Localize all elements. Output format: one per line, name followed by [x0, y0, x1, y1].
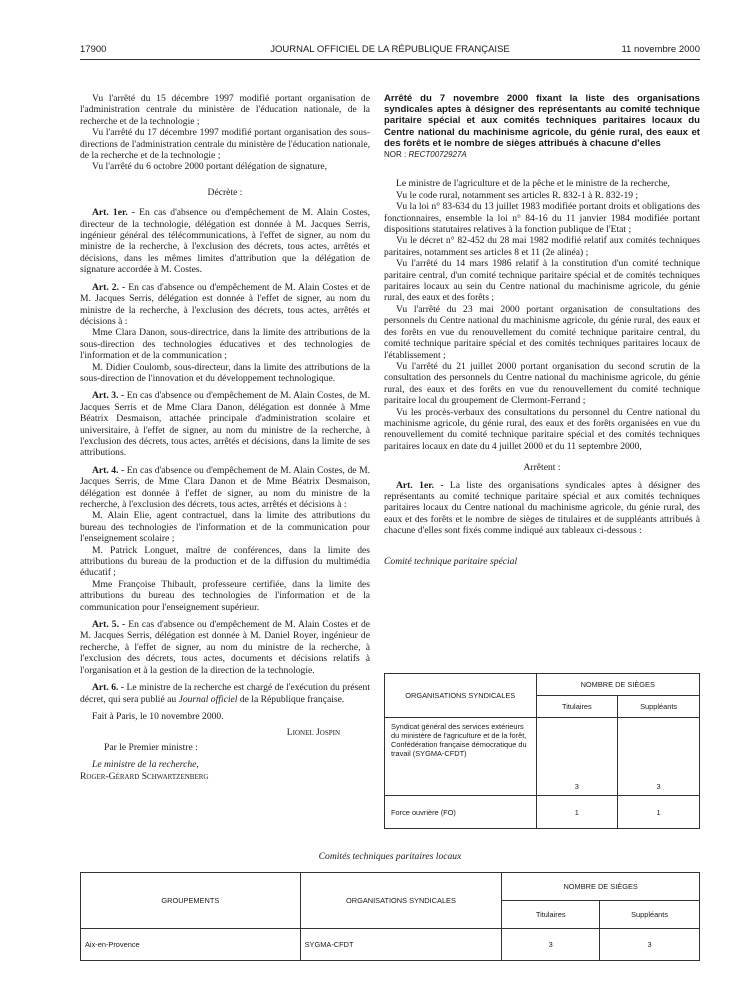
col-header-organisations: ORGANISATIONS SYNDICALES [300, 873, 502, 929]
table-comite-special [384, 673, 700, 829]
header-rule [80, 59, 700, 60]
nor-code: RECT0072927A [408, 150, 467, 160]
suppleants-cell: 3 [618, 718, 700, 796]
table2-caption: Comités techniques paritaires locaux [318, 851, 462, 862]
titulaires-cell: 1 [536, 796, 618, 829]
article-5 [80, 619, 370, 676]
article-label: Art. 5. - [92, 619, 126, 631]
article-text: En cas d'absence ou d'empêchement de M. Alain Costes, directeur de la technologie, délégation est donnée à M. Jacques Serris, ingénieur général des télécommunications, à l'effet de signer, au nom du ministre de la recherche, à l'exclusion des décrets, tous actes, arrêtés et décisions, dans les mêmes limites d'attribution que la délégation de signature accordée à M. Costes. [80, 207, 370, 276]
col-header-titulaires: Titulaires [502, 901, 600, 929]
visa: Vu le décret n° 82-452 du 28 mai 1982 modifié relatif aux comités techniques paritaires, notamment ses articles 8 et 11 (2e alinéa) ; [384, 235, 700, 258]
titulaires-cell: 3 [502, 929, 600, 961]
minister-name: Roger-Gérard Schwartzenberg [80, 770, 209, 782]
article-6 [80, 682, 370, 705]
article-label: Art. 1er. - [92, 207, 136, 219]
article-item: Mme Clara Danon, sous-directrice, dans la limite des attributions de la sous-direction des technologies éducatives et des technologies de l'information et de la communication ; [80, 327, 370, 362]
article-item: Mme Françoise Thibault, professeure certifiée, dans la limite des attributions du bureau des technologies de l'information et de la communication pour l'enseignement supérieur. [80, 578, 370, 613]
article-item: M. Didier Coulomb, sous-directeur, dans la limite des attributions de la sous-direction de l'innovation et du développement technologique. [80, 361, 370, 384]
article-4 [80, 465, 370, 511]
article-label: Art. 4. - [92, 464, 125, 476]
arrete-title: Arrêté du 7 novembre 2000 fixant la liste des organisations syndicales aptes à désigner des représentants au comité technique paritaire spécial et aux comités techniques paritaires locaux du Centre national du machinisme agricole, du génie rural, des eaux et des forêts et le nombre de sièges attribués à chacune d'elles [384, 93, 700, 149]
right-column [384, 93, 700, 567]
col-header-suppleants: Suppléants [600, 901, 700, 929]
signatory: Lionel Jospin [286, 727, 340, 739]
suppleants-cell: 1 [618, 796, 700, 829]
col-header-titulaires: Titulaires [536, 696, 618, 718]
org-cell: Force ouvrière (FO) [385, 796, 537, 829]
issue-date: 11 novembre 2000 [621, 44, 700, 55]
visa: Vu l'arrêté du 21 juillet 2000 portant organisation du second scrutin de la consultation des personnels du Centre national du machinisme agricole, du génie rural, des eaux et des forêts en vue du renouvellement du comité technique paritaire local du groupement de Clermont-Ferrand ; [384, 360, 700, 407]
arretent-heading: Arrêtent : [523, 462, 561, 474]
fait-a-paris: Fait à Paris, le 10 novembre 2000. [92, 710, 224, 722]
col-header-suppleants: Suppléants [618, 696, 700, 718]
group-cell: Aix-en-Provence [81, 929, 301, 961]
col-header-groupements: GROUPEMENTS [81, 873, 301, 929]
article-text: En cas d'absence ou d'empêchement de M. Alain Costes, de M. Jacques Serris et de Mme Clara Danon, délégation est donnée à Mme Béatrix Desmaison, attachée principale d'administration scolaire et universitaire, à l'effet de signer, au nom du ministre de la recherche, à l'exclusion des décrets, tous actes, arrêtés et décisions, dans la limite de ses attributions. [80, 390, 370, 459]
article-item: M. Patrick Longuet, maître de conférences, dans la limite des attributions du bureau de la production et de la diffusion du multimédia éducatif ; [80, 544, 370, 579]
article-text: Le ministre de la recherche est chargé de l'exécution du présent décret, qui sera publié au [80, 682, 370, 705]
article-text: La liste des organisations syndicales aptes à désigner des représentants au comité technique paritaire spécial et aux comités techniques paritaires locaux du Centre national du machinisme agricole, du génie rural, des eaux et des forêts et le nombre de sièges de titulaires et de suppléants attribués à chacune d'elles sont fixés comme indiqué aux tableaux ci-dessous : [384, 479, 700, 537]
table-row [81, 929, 700, 961]
titulaires-cell: 3 [536, 718, 618, 796]
article-3 [80, 390, 370, 458]
article-1 [80, 207, 370, 275]
article-text: de la République française. [237, 693, 345, 705]
article-2 [80, 282, 370, 328]
article-label: Art. 2. - [92, 281, 126, 293]
org-cell: SYGMA-CFDT [300, 929, 502, 961]
article-label: Art. 6. - [92, 682, 125, 694]
article-label: Art. 1er. - [396, 479, 444, 491]
page-header [80, 44, 700, 58]
visa: Vu le code rural, notamment ses articles R. 832-1 à R. 832-19 ; [396, 189, 639, 201]
table-row [385, 718, 700, 796]
visa: Vu les procès-verbaux des consultations du personnel du Centre national du machinisme agricole, du génie rural, des eaux et des forêts organisées en vue du renouvellement du comité technique paritaire spécial et des comités techniques paritaires locaux en date du 4 juillet 2000 et du 11 septembre 2000, [384, 406, 700, 452]
par-le-premier-ministre: Par le Premier ministre : [104, 741, 198, 753]
nor-label: NOR : [384, 150, 407, 160]
table-row [385, 796, 700, 829]
article-text: En cas d'absence ou d'empêchement de M. Alain Costes et de M. Jacques Serris, délégation est donnée à l'effet de signer, au nom du ministre de la recherche, à l'exclusion des décrets, tous actes, arrêtés et décisions à : [80, 281, 370, 327]
col-header-nombre-sieges: NOMBRE DE SIÈGES [502, 873, 700, 901]
arrete-intro: Le ministre de l'agriculture et de la pêche et le ministre de la recherche, [396, 178, 670, 190]
article-item: M. Alain Elie, agent contractuel, dans la limite des attributions du bureau des technologies de l'information et de la communication pour l'enseignement scolaire ; [80, 510, 370, 545]
visa: Vu l'arrêté du 15 décembre 1997 modifié portant organisation de l'administration centrale du ministère de l'éducation nationale, de la recherche et de la technologie ; [80, 93, 370, 127]
article-text: En cas d'absence ou d'empêchement de M. Alain Costes, de M. Jacques Serris, de Mme Clara Danon et de Mme Béatrix Desmaison, délégation est donnée à l'effet de signer, au nom du ministre de la recherche, à l'exclusion des décrets, tous actes, arrêtés et décisions à : [80, 464, 370, 510]
table-comites-locaux [80, 872, 700, 961]
page-number: 17900 [80, 44, 107, 55]
col-header-nombre-sieges: NOMBRE DE SIÈGES [536, 674, 700, 696]
nor-reference [384, 149, 700, 160]
org-cell: Syndicat général des services extérieurs du ministère de l'agriculture et de la forêt, Confédération française démocratique du travail (SYGMA-CFDT) [385, 718, 537, 796]
arrete-article-1 [384, 480, 700, 537]
minister-title: Le ministre de la recherche, [92, 759, 199, 771]
journal-title: JOURNAL OFFICIEL DE LA RÉPUBLIQUE FRANÇAISE [270, 44, 510, 55]
article-label: Art. 3. - [92, 390, 125, 402]
suppleants-cell: 3 [600, 929, 700, 961]
decrete-heading: Décrète : [207, 186, 243, 198]
visa: Vu l'arrêté du 23 mai 2000 portant organisation de consultations des personnels du Centre national du machinisme agricole, du génie rural, des eaux et des forêts en vue du renouvellement du comité technique paritaire central, du comité technique paritaire spécial et des comités techniques paritaires locaux de l'établissement ; [384, 303, 700, 361]
article-text: En cas d'absence ou d'empêchement de M. Alain Costes et de M. Jacques Serris, délégation est donnée à M. Daniel Royer, ingénieur de recherche, à l'effet de signer, au nom du ministre de la recherche, à l'exclusion des décrets, tous actes, documents et décisions relatifs à l'organisation et à la gestion de la direction de la technologie. [80, 619, 370, 676]
col-header-organisations: ORGANISATIONS SYNDICALES [385, 674, 537, 718]
table1-caption: Comité technique paritaire spécial [384, 555, 518, 567]
visa: Vu la loi n° 83-634 du 13 juillet 1983 modifiée portant droits et obligations des fonctionnaires, ensemble la loi n° 84-16 du 11 janvier 1984 modifiée portant dispositions statutaires relatives à la fonction publique de l'Etat ; [384, 201, 700, 236]
left-column [80, 93, 370, 782]
visa: Vu l'arrêté du 14 mars 1986 relatif à la constitution d'un comité technique paritaire central, d'un comité technique paritaire spécial et de comités techniques paritaires locaux au sein du Centre national du machinisme agricole, du génie rural, des eaux et des forêts ; [384, 258, 700, 304]
journal-officiel-italic: Journal officiel [178, 693, 238, 705]
visa: Vu l'arrêté du 17 décembre 1997 modifié portant organisation des sous-directions de l'administration centrale du ministère de l'éducation nationale, de la recherche et de la technologie ; [80, 127, 370, 162]
visa: Vu l'arrêté du 6 octobre 2000 portant délégation de signature, [92, 161, 328, 173]
